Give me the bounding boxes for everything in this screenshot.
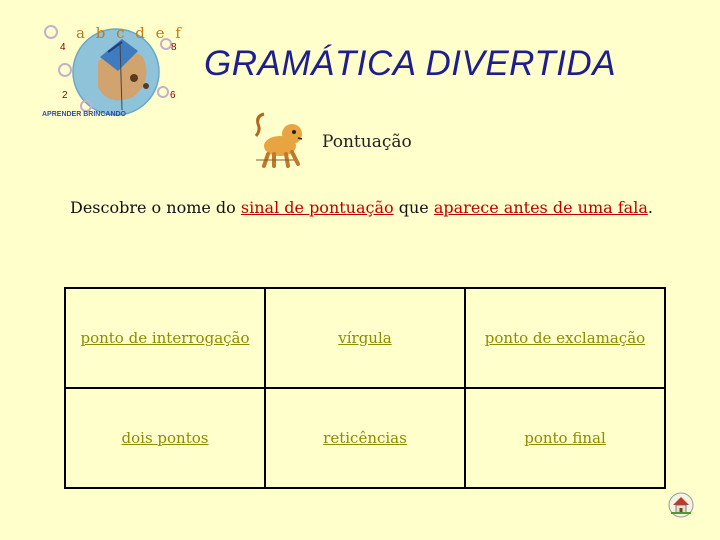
home-button[interactable]	[668, 490, 694, 518]
answer-cell	[65, 388, 265, 488]
instruction-text	[70, 198, 653, 217]
logo-caption: APRENDER BRINCANDO	[42, 111, 127, 118]
instruction-part: .	[647, 198, 653, 217]
instruction-part: Descobre o nome do	[70, 198, 241, 217]
answer-grid	[64, 287, 666, 489]
answer-option-colon[interactable]: dois pontos	[121, 429, 209, 447]
section-title: Pontuação	[322, 132, 412, 152]
instruction-highlight-punctuation: sinal de pontuação	[240, 198, 394, 217]
logo	[38, 12, 188, 120]
answer-option-comma[interactable]: vírgula	[338, 329, 392, 347]
answer-option-ellipsis[interactable]: reticências	[323, 429, 407, 447]
logo-digit-4: 4	[60, 42, 66, 53]
logo-digit-2: 2	[62, 90, 68, 101]
logo-digit-6: 6	[170, 90, 176, 101]
answer-row	[65, 388, 665, 488]
page-title: GRAMÁTICA DIVERTIDA	[204, 44, 617, 83]
logo-graphic	[38, 12, 188, 120]
instruction-part: que	[393, 198, 434, 217]
lion-cub-icon	[244, 106, 306, 170]
answer-row	[65, 288, 665, 388]
home-icon	[668, 490, 694, 518]
answer-cell	[265, 388, 465, 488]
logo-digit-8: 8	[171, 42, 177, 53]
answer-option-period[interactable]: ponto final	[524, 429, 606, 447]
logo-letters: a b c d e f	[76, 24, 184, 42]
answer-cell	[65, 288, 265, 388]
answer-cell	[465, 388, 665, 488]
answer-cell	[465, 288, 665, 388]
instruction-highlight-before-speech: aparece antes de uma fala	[433, 198, 648, 217]
answer-option-exclamation[interactable]: ponto de exclamação	[484, 329, 646, 347]
answer-option-interrogation[interactable]: ponto de interrogação	[80, 329, 250, 347]
answer-cell	[265, 288, 465, 388]
